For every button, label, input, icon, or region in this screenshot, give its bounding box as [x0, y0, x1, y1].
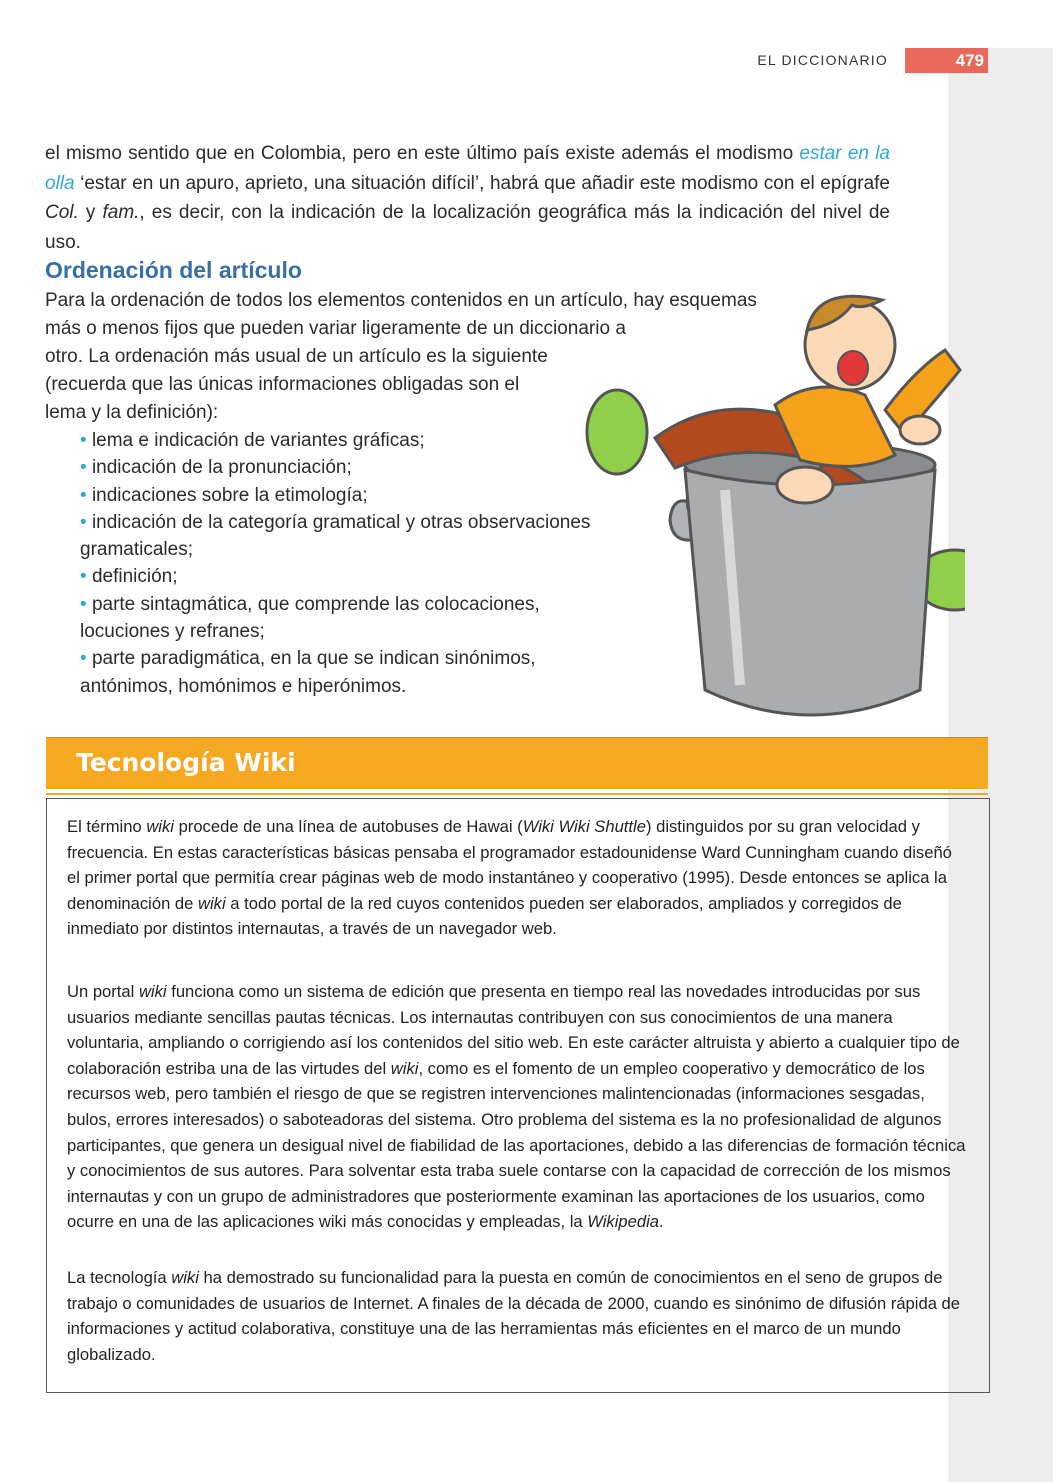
list-item-text: parte sintagmática, que comprende las colocaciones, locuciones y refranes;	[80, 593, 540, 643]
wiki-paragraph-2	[67, 979, 969, 1235]
intro-line: (recuerda que las únicas informaciones obligadas son el	[45, 374, 520, 395]
text-run: ) distinguidos por su gran velocidad y frecuencia. En estas características básicas pensaba el programador estadounidense Ward Cunningham cuando diseñó el primer portal que permitía crear páginas web de modo instantáneo y cooperativo (1995). Desde entonces se aplica la denominación de	[67, 817, 952, 913]
list-item-text: indicación de la categoría gramatical y otras observaciones gramaticales;	[80, 511, 591, 561]
italic-abbrev: Col.	[45, 202, 79, 223]
page-number: 479	[905, 48, 988, 73]
intro-line: lema y la definición):	[45, 402, 219, 423]
bullet-dot-icon: •	[80, 511, 87, 533]
text-run: , como es el fomento de un empleo cooperativo y democrático de los recursos web, pero también el riesgo de que se registren intervenciones malintencionadas (informaciones sesgadas, bulos, errores interesados) o saboteadoras del sistema. Otro problema del sistema es la no profesionalidad de algunos participantes, que genera un desigual nivel de fiabilidad de las aportaciones, debido a las diferencias de formación técnica y conocimientos de sus autores. Para solventar esta traba suele contarse con la capacidad de corrección de los mismos internautas y con un grupo de administradores que posteriormente examinan las aportaciones de los usuarios, como ocurre en una de las aplicaciones wiki más conocidas y empleadas, la	[67, 1058, 966, 1232]
text-run: funciona como un sistema de edición que presenta en tiempo real las novedades introducidas por sus usuarios mediante sencillas pautas técnicas. Los internautas contribuyen con sus conocimientos de una manera voluntaria, ampliando o corrigiendo así los contenidos del sitio web. En este carácter altruista y abierto a cualquier tipo de colaboración estriba una de las virtudes del	[67, 982, 960, 1078]
list-item	[80, 591, 625, 646]
italic-term: wiki	[171, 1268, 199, 1287]
wiki-paragraph-3	[67, 1265, 969, 1367]
bullet-dot-icon: •	[80, 566, 87, 588]
text-run: procede de una línea de autobuses de Hawai (	[173, 817, 523, 836]
list-item-text: indicación de la pronunciación;	[91, 457, 352, 479]
italic-abbrev: fam.	[102, 202, 140, 223]
intro-line: más o menos fijos que pueden variar ligeramente de un diccionario a	[45, 318, 626, 339]
running-header: EL DICCIONARIO	[757, 52, 888, 68]
text-run: El término	[67, 817, 147, 836]
boy-in-pot-icon	[575, 290, 965, 740]
list-item-text: lema e indicación de variantes gráficas;	[91, 430, 425, 451]
italic-term: wiki	[390, 1058, 419, 1078]
italic-term: Wikipedia	[587, 1212, 660, 1232]
list-item	[80, 645, 625, 700]
bullet-dot-icon: •	[80, 484, 87, 506]
italic-term: wiki	[138, 982, 167, 1001]
wiki-box-title: Tecnología Wiki	[76, 748, 296, 777]
list-item-text: parte paradigmática, en la que se indican sinónimos, antónimos, homónimos e hiperónimos.	[80, 648, 536, 697]
list-item-text: definición;	[91, 566, 178, 588]
intro-line: otro. La ordenación más usual de un artículo es la siguiente	[45, 346, 548, 367]
text-run: el mismo sentido que en Colombia, pero en este último país existe además el modismo	[45, 143, 800, 164]
highlighted-idiom: estar en la olla	[45, 143, 890, 194]
wiki-box-banner	[46, 737, 988, 789]
italic-term: wiki	[146, 817, 174, 836]
text-run: a todo portal de la red cuyos contenidos pueden ser elaborados, ampliados y corregidos de inmediato por distintos internautas, a través de un navegador web.	[67, 893, 902, 939]
text-run: y	[78, 202, 103, 223]
italic-term: Wiki Wiki Shuttle	[522, 817, 646, 836]
list-item-text: indicaciones sobre la etimología;	[91, 484, 368, 506]
wiki-box	[46, 798, 990, 1393]
list-item	[80, 427, 625, 454]
intro-paragraph	[45, 139, 890, 257]
text-run: , es decir, con la indicación de la localización geográfica más la indicación del nivel de uso.	[45, 202, 890, 253]
bullet-dot-icon: •	[80, 430, 87, 451]
bullet-dot-icon: •	[80, 457, 87, 479]
text-run: Un portal	[67, 982, 139, 1001]
text-run: La tecnología	[67, 1268, 172, 1287]
divider	[46, 793, 988, 795]
list-item	[80, 482, 625, 509]
text-run: ‘estar en un apuro, aprieto, una situación difícil’, habrá que añadir este modismo con el epígrafe	[74, 172, 890, 194]
text-run: .	[659, 1212, 664, 1232]
section-title: Ordenación del artículo	[45, 257, 302, 283]
intro-line: Para la ordenación de todos los elementos contenidos en un artículo, hay esquemas	[45, 290, 757, 311]
bullet-dot-icon: •	[80, 648, 87, 670]
text-run: ha demostrado su funcionalidad para la puesta en común de conocimientos en el seno de grupos de trabajo o comunidades de usuarios de Internet. A finales de la década de 2000, cuando es sinónimo de difusión rápida de informaciones y actitud colaborativa, constituye una de las herramientas más eficientes en el marco de un mundo globalizado.	[67, 1268, 960, 1364]
bullet-dot-icon: •	[80, 593, 87, 615]
list-item	[80, 563, 625, 590]
wiki-paragraph-1	[67, 814, 969, 942]
list-item	[80, 454, 625, 481]
list-item	[80, 509, 625, 564]
bullet-list	[80, 427, 625, 700]
italic-term: wiki	[198, 893, 226, 913]
